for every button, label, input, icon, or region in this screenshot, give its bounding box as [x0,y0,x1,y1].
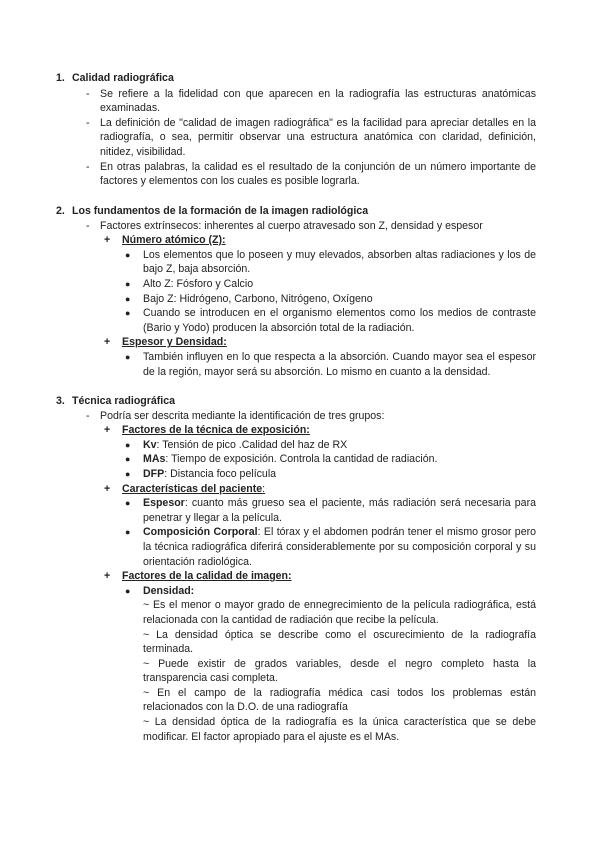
bullet-text [143,525,536,569]
density-line [56,686,536,715]
bullet-desc: : Distancia foco película [164,467,277,480]
list-item [56,116,536,160]
dash-marker: - [86,409,90,422]
plus-marker: + [104,336,111,349]
section-title [56,71,536,86]
bullet-item [56,438,536,453]
bullet-term: MAs [143,453,166,466]
density-line [56,715,536,744]
density-line-text: ~ Puede existir de grados variables, desde el negro completo hasta la transparencia casi completa. [143,657,536,685]
list-item-text: Podría ser descrita mediante la identificación de tres grupos: [100,409,385,422]
bullet-desc: : El tórax y el abdomen podrán tener el mismo grosor pero la técnica radiográfica diferirá considerablemente por su composición corporal y su orientación radiológica. [143,526,537,568]
section-number: 1. [56,72,65,84]
section-title [56,394,536,409]
bullet-term: Composición Corporal [143,526,258,539]
list-item-text: Se refiere a la fidelidad con que aparecen en la radiografía las estructuras anatómicas examinadas. [100,87,536,115]
subgroup-title: Número atómico (Z): [122,234,226,247]
subgroup-heading [56,335,536,350]
section-title-text: Los fundamentos de la formación de la imagen radiológica [72,205,369,217]
section-fundamentos [56,204,536,379]
dash-marker: - [86,160,90,173]
subgroup-heading [56,569,536,584]
bullet-item [56,496,536,525]
bullet-item [56,292,536,307]
bullet-marker: ● [125,308,131,319]
bullet-marker: ● [125,351,131,362]
subgroup-title-suffix: : [262,482,266,495]
subgroup-heading [56,233,536,248]
list-item [56,160,536,189]
density-line [56,598,536,627]
bullet-marker: ● [125,454,131,465]
bullet-item [56,525,536,569]
density-line-text: ~ La densidad óptica se describe como el oscurecimiento de la radiografía terminada. [143,628,536,656]
section-number: 3. [56,395,65,407]
section-title [56,204,536,219]
bullet-text [143,496,536,525]
bullet-desc: : cuanto más grueso sea el paciente, más radiación será necesaria para penetrar y llegar a la película. [143,497,536,524]
subgroup-title: Espesor y Densidad: [122,336,227,349]
plus-marker: + [104,482,111,495]
bullet-term: Kv [143,438,157,451]
subgroup-heading [56,482,536,497]
bullet-text [143,584,536,599]
bullet-text [143,452,536,467]
list-item-text: En otras palabras, la calidad es el resultado de la conjunción de un número importante de factores y elementos con los cuales es posible lograrla. [100,160,536,188]
subgroup-heading [56,423,536,438]
bullet-item [56,452,536,467]
list-item-text: La definición de "calidad de imagen radiográfica" es la facilidad para apreciar detalles en la radiografía, o sea, permitir observar una estructura anatómica con claridad, definición, nitidez, visibilidad. [100,116,536,158]
subgroup-title [122,482,536,497]
bullet-term: Espesor [143,497,185,510]
subgroup-title-text: Características del paciente [122,482,263,495]
list-item-text: Factores extrínsecos: inherentes al cuerpo atravesado son Z, densidad y espesor [100,219,483,232]
bullet-marker: ● [125,468,131,479]
plus-marker: + [104,424,111,437]
section-title-text: Calidad radiográfica [72,72,174,84]
bullet-desc: : Tiempo de exposición. Controla la cantidad de radiación. [165,453,438,466]
bullet-marker: ● [125,278,131,289]
density-line [56,628,536,657]
list-item [56,409,536,424]
subgroup-title: Factores de la calidad de imagen: [122,570,292,583]
bullet-term: Densidad: [143,584,195,597]
bullet-marker: ● [125,293,131,304]
plus-marker: + [104,570,111,583]
list-item [56,219,536,234]
bullet-item [56,306,536,335]
section-number: 2. [56,205,65,217]
density-line-text: ~ En el campo de la radiografía médica casi todos los problemas están relacionados con la D.O. de una radiografía [143,686,536,714]
bullet-text: También influyen en lo que respecta a la absorción. Cuando mayor sea el espesor de la región, mayor será su absorción. Lo mismo en cuanto a la densidad. [143,350,536,378]
density-line [56,657,536,686]
bullet-marker: ● [125,249,131,260]
section-title-text: Técnica radiográfica [72,395,176,407]
bullet-item [56,467,536,482]
bullet-text: Cuando se introducen en el organismo elementos como los medios de contraste (Bario y Yodo) producen la absorción total de la radiación. [143,307,536,334]
bullet-text: Bajo Z: Hidrógeno, Carbono, Nitrógeno, Oxígeno [143,292,373,305]
bullet-item [56,350,536,379]
section-tecnica-radiografica [56,394,536,744]
plus-marker: + [104,234,111,247]
subgroup-title: Factores de la técnica de exposición: [122,424,310,437]
bullet-text: Los elementos que lo poseen y muy elevados, absorben altas radiaciones y los de bajo Z, baja absorción. [143,248,536,276]
bullet-item [56,248,536,277]
bullet-marker: ● [125,498,131,509]
bullet-text [143,438,536,453]
bullet-text: Alto Z: Fósforo y Calcio [143,277,254,290]
bullet-item [56,277,536,292]
bullet-marker: ● [125,439,131,450]
bullet-term: DFP [143,467,165,480]
dash-marker: - [86,219,90,232]
bullet-desc: : Tensión de pico .Calidad del haz de RX [156,438,348,451]
density-line-text: ~ Es el menor o mayor grado de ennegrecimiento de la película radiográfica, está relacionada con la cantidad de radiación que recibe la película. [143,599,536,626]
density-line-text: ~ La densidad óptica de la radiografía es la única característica que se debe modificar. El factor apropiado para el ajuste es el MAs. [143,716,536,743]
bullet-marker: ● [125,527,131,538]
bullet-text [143,467,536,482]
dash-marker: - [86,116,90,129]
dash-marker: - [86,87,90,100]
bullet-item [56,584,536,599]
section-calidad-radiografica [56,71,536,189]
list-item [56,87,536,116]
bullet-marker: ● [125,585,131,596]
